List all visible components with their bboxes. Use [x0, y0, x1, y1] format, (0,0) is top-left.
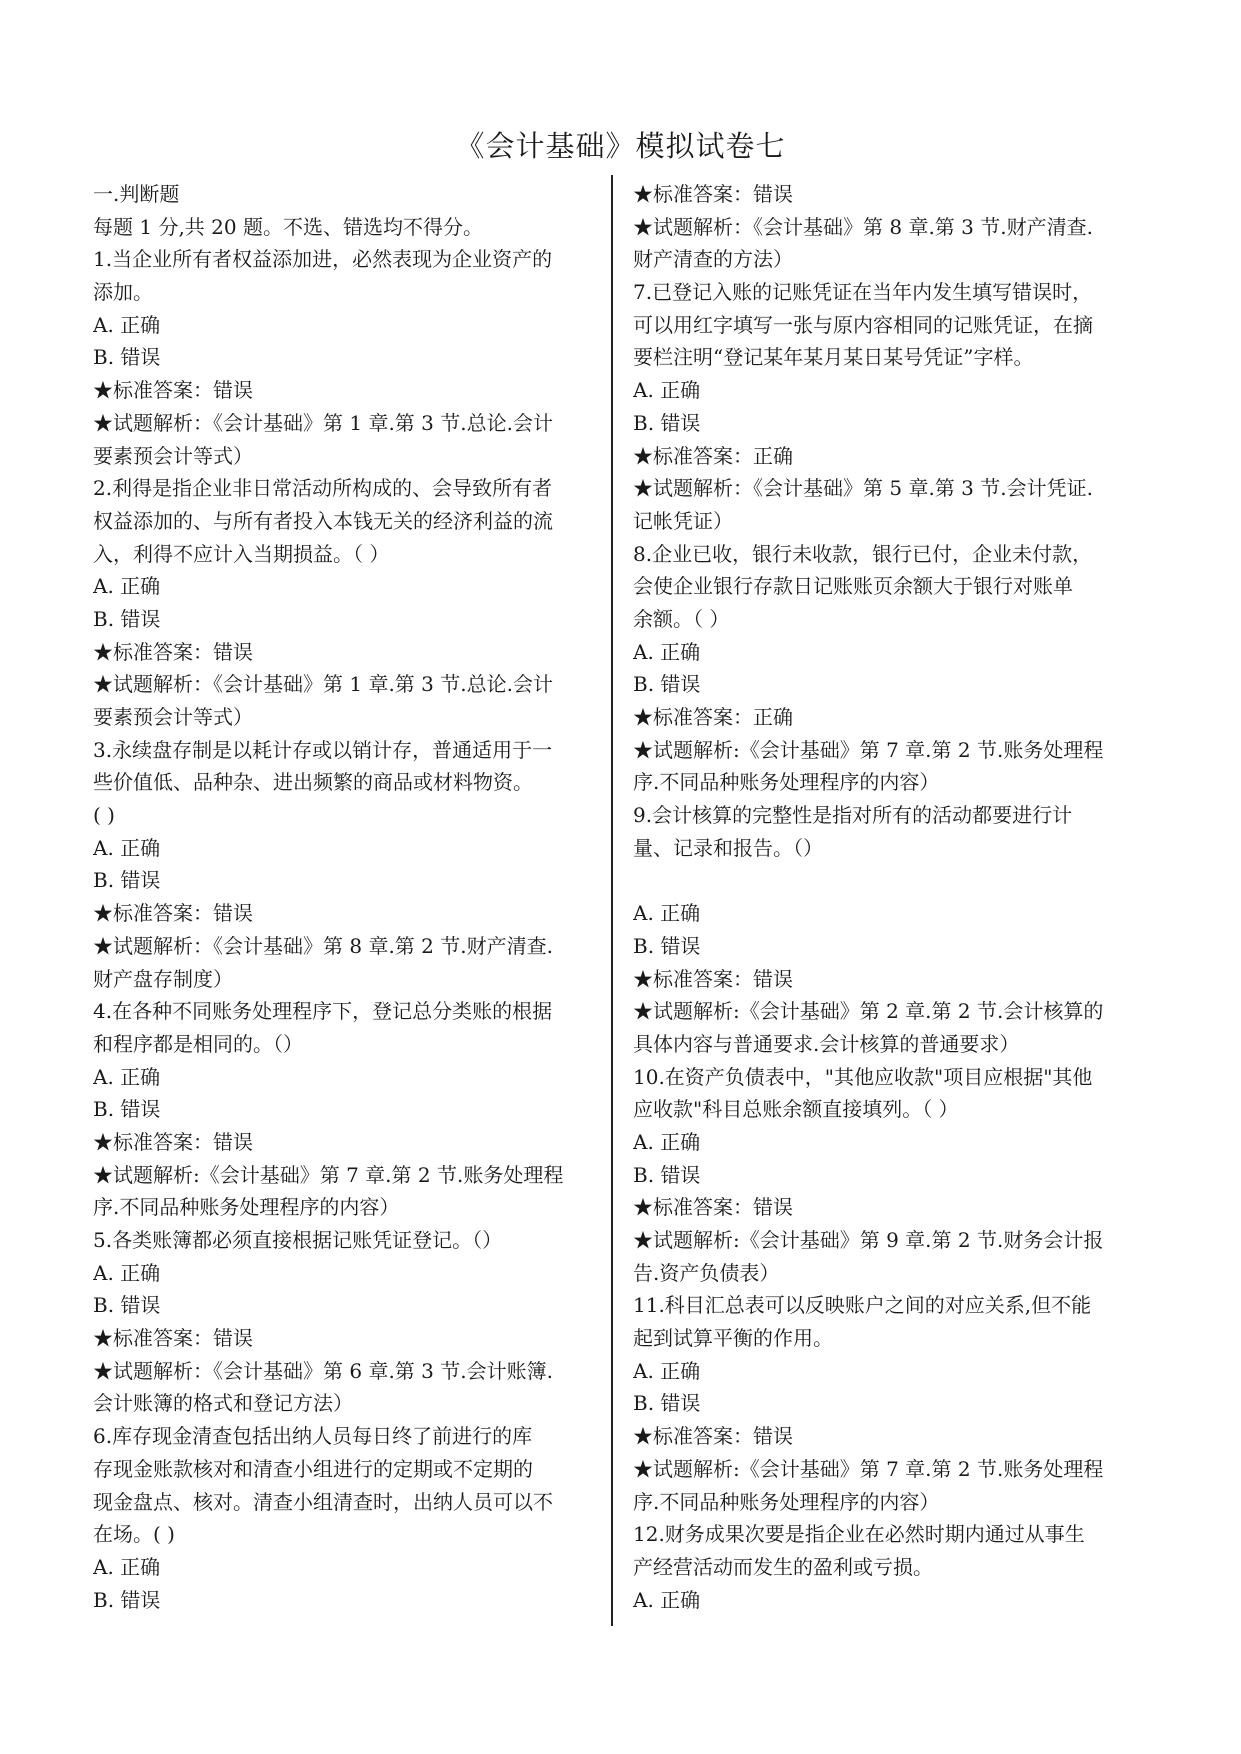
text-line: 添加。	[93, 280, 153, 305]
text-line: 5.各类账簿都必须直接根据记账凭证登记。（）	[93, 1228, 503, 1252]
text-line: 9.会计核算的完整性是指对所有的活动都要进行计	[633, 803, 1073, 828]
text-line: ★试题解析:《会计基础》第 7 章.第 2 节.账务处理程	[93, 1162, 564, 1187]
text-line: ★标准答案：正确	[633, 705, 793, 729]
text-line: ★标准答案：错误	[93, 639, 253, 664]
text-line: B. 错误	[93, 1587, 161, 1612]
text-line: ★标准答案：错误	[633, 1195, 793, 1220]
text-line: 要栏注明“登记某年某月某日某号凭证”字样。	[633, 345, 1034, 370]
text-line: ★试题解析：《会计基础》第 1 章.第 3 节.总论.会计	[93, 410, 553, 435]
text-line: B. 错误	[93, 1293, 161, 1318]
text-line: B. 错误	[633, 672, 701, 697]
text-line: 12.财务成果次要是指企业在必然时期内通过从事生	[633, 1522, 1085, 1547]
text-line: 11.科目汇总表可以反映账户之间的对应关系,但不能	[633, 1293, 1092, 1318]
text-line: 8.企业已收，银行未收款，银行已付，企业未付款，	[633, 541, 1093, 566]
text-line: A. 正确	[633, 1587, 701, 1612]
text-line: A. 正确	[633, 378, 701, 403]
text-line: B. 错误	[93, 606, 161, 631]
text-line: 2.利得是指企业非日常活动所构成的、会导致所有者	[93, 476, 553, 501]
text-line: ★标准答案：错误	[93, 378, 253, 403]
text-line: 具体内容与普通要求.会计核算的普通要求）	[633, 1031, 1020, 1056]
text-line: B. 错误	[633, 1391, 701, 1416]
text-line: A. 正确	[93, 1554, 161, 1579]
text-line: ★标准答案：错误	[93, 901, 253, 926]
text-line: ★试题解析:《会计基础》第 9 章.第 2 节.财务会计报	[633, 1228, 1104, 1252]
text-line: 产经营活动而发生的盈利或亏损。	[633, 1554, 933, 1579]
text-line: ★标准答案：错误	[633, 966, 793, 991]
text-line: 7.已登记入账的记账凭证在当年内发生填写错误时，	[633, 280, 1093, 305]
text-line: 4.在各种不同账务处理程序下，登记总分类账的根据	[93, 999, 553, 1024]
text-line	[633, 864, 1133, 897]
text-line: 一.判断题	[93, 182, 180, 206]
text-line: A. 正确	[93, 1260, 161, 1285]
text-line: 要素预会计等式）	[93, 705, 253, 729]
text-line: 序.不同品种账务处理程序的内容）	[633, 1489, 940, 1514]
text-line: 每题 1 分,共 20 题。不选、错选均不得分。	[93, 214, 483, 239]
text-line: ★标准答案：错误	[633, 1424, 793, 1449]
text-line: A. 正确	[93, 835, 161, 860]
text-line: 6.库存现金清查包括出纳人员每日终了前进行的库	[93, 1424, 533, 1449]
text-line: A. 正确	[93, 312, 161, 337]
text-line: B. 错误	[93, 1097, 161, 1122]
text-line: A. 正确	[633, 1129, 701, 1154]
text-line: 量、记录和报告。（）	[633, 835, 823, 860]
text-line: A. 正确	[633, 901, 701, 926]
text-line: ★标准答案：错误	[633, 182, 793, 206]
text-line: 序.不同品种账务处理程序的内容）	[93, 1195, 400, 1220]
text-line: 权益添加的、与所有者投入本钱无关的经济利益的流	[93, 508, 553, 533]
text-line: B. 错误	[93, 868, 161, 893]
text-line: A. 正确	[633, 1358, 701, 1383]
text-line: 记帐凭证）	[633, 508, 733, 533]
text-line: 起到试算平衡的作用。	[633, 1326, 833, 1351]
text-line: ★试题解析:《会计基础》第 7 章.第 2 节.账务处理程	[633, 737, 1104, 762]
text-line: ★试题解析：《会计基础》第 8 章.第 2 节.财产清查.	[93, 933, 553, 958]
text-line: 可以用红字填写一张与原内容相同的记账凭证，在摘	[633, 312, 1093, 337]
text-line: 余额。（ ）	[633, 606, 730, 631]
text-line: 在场。( )	[93, 1522, 175, 1547]
text-line: 告.资产负债表）	[633, 1260, 780, 1285]
text-line: B. 错误	[633, 933, 701, 958]
text-line: 入，利得不应计入当期损益。（ ）	[93, 541, 390, 566]
text-line: 3.永续盘存制是以耗计存或以销计存，普通适用于一	[93, 737, 553, 762]
text-line: A. 正确	[633, 639, 701, 664]
page-title: 《会计基础》模拟试卷七	[455, 129, 786, 163]
text-line: 存现金账款核对和清查小组进行的定期或不定期的	[93, 1456, 533, 1481]
text-line: 财产盘存制度）	[93, 966, 233, 991]
text-line: 1.当企业所有者权益添加进，必然表现为企业资产的	[93, 247, 553, 272]
text-line: B. 错误	[633, 1162, 701, 1187]
right-column	[633, 178, 1133, 1616]
text-line: 现金盘点、核对。清查小组清查时，出纳人员可以不	[93, 1489, 553, 1514]
text-line: 要素预会计等式）	[93, 443, 253, 468]
text-line: 和程序都是相同的。（）	[93, 1031, 303, 1056]
text-line: ( )	[93, 803, 115, 828]
column-divider	[611, 175, 613, 1626]
text-line: ★标准答案：正确	[633, 443, 793, 468]
text-line: ★试题解析：《会计基础》第 1 章.第 3 节.总论.会计	[93, 672, 553, 697]
text-line: A. 正确	[93, 1064, 161, 1089]
text-line: 些价值低、品种杂、进出频繁的商品或材料物资。	[93, 770, 533, 795]
text-line: B. 错误	[93, 345, 161, 370]
text-line: 10.在资产负债表中，"其他应收款"项目应根据"其他	[633, 1064, 1093, 1089]
text-line: ★标准答案：错误	[93, 1326, 253, 1351]
text-line: A. 正确	[93, 574, 161, 599]
text-line: ★试题解析:《会计基础》第 2 章.第 2 节.会计核算的	[633, 999, 1104, 1024]
text-line: ★标准答案：错误	[93, 1129, 253, 1154]
text-line: ★试题解析：《会计基础》第 8 章.第 3 节.财产清查.	[633, 214, 1093, 239]
text-line: 财产清查的方法）	[633, 247, 793, 272]
text-line: ★试题解析：《会计基础》第 6 章.第 3 节.会计账簿.	[93, 1358, 553, 1383]
text-line: ★试题解析:《会计基础》第 7 章.第 2 节.账务处理程	[633, 1456, 1104, 1481]
text-line: 序.不同品种账务处理程序的内容）	[633, 770, 940, 795]
text-line: B. 错误	[633, 410, 701, 435]
left-column	[93, 178, 593, 1616]
text-line: 应收款"科目总账余额直接填列。（ ）	[633, 1097, 959, 1122]
text-line: 会使企业银行存款日记账账页余额大于银行对账单	[633, 574, 1073, 599]
text-line: 会计账簿的格式和登记方法）	[93, 1391, 353, 1416]
text-line: ★试题解析：《会计基础》第 5 章.第 3 节.会计凭证.	[633, 476, 1093, 501]
